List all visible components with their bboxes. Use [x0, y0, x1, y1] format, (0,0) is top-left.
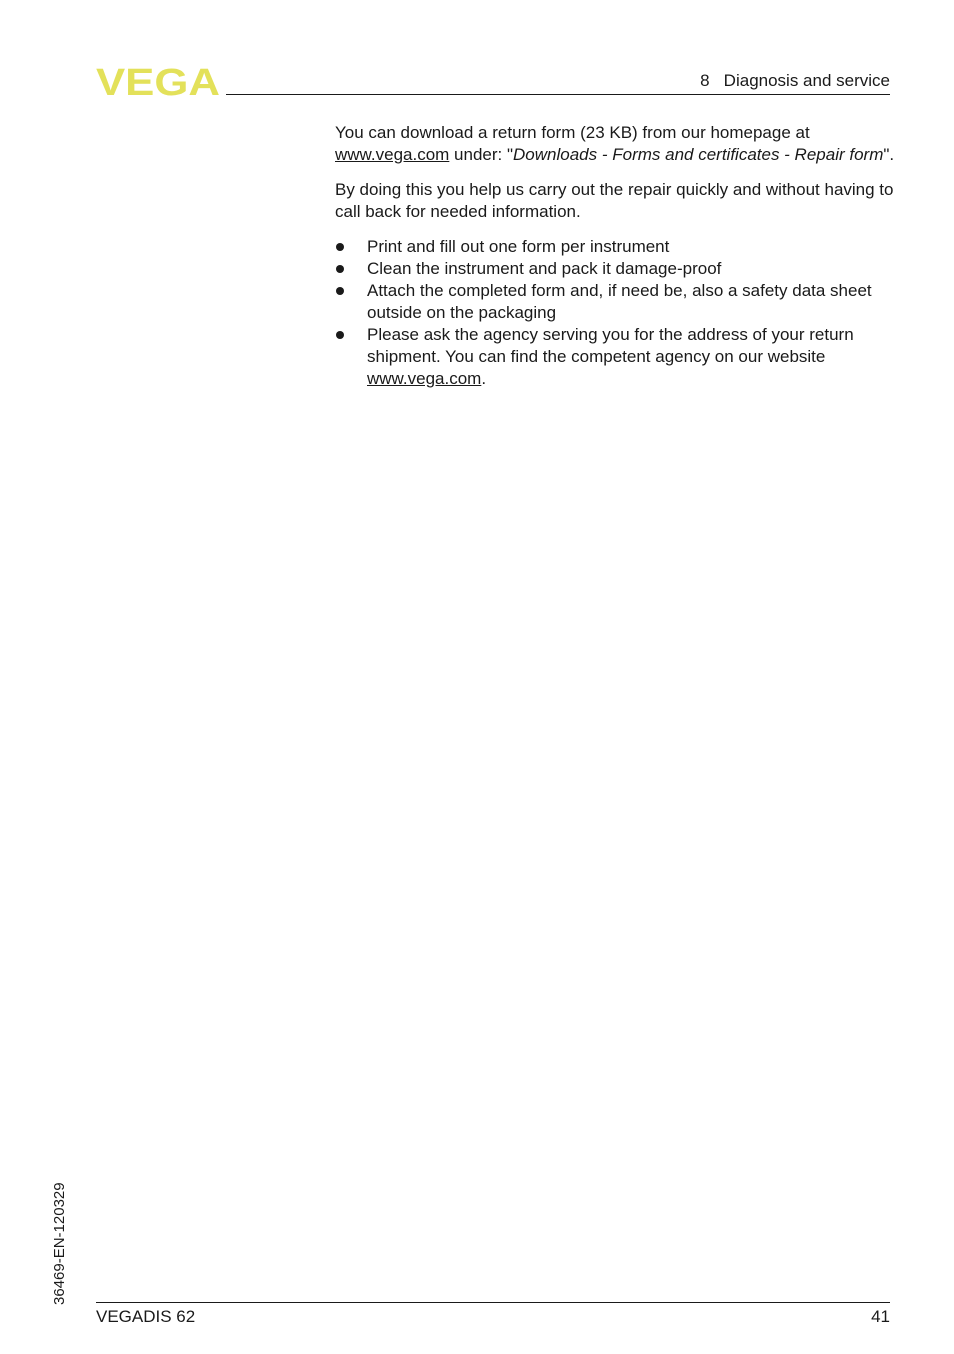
list-item: Attach the completed form and, if need be, also a safety data sheet outside on the packaging	[335, 280, 895, 324]
main-content	[335, 122, 895, 390]
bullet-icon	[336, 287, 344, 295]
vega-logo-text: VEGA	[96, 64, 220, 98]
website-link[interactable]: www.vega.com	[367, 369, 482, 388]
vega-logo	[96, 64, 220, 98]
header-section-title: 8 Diagnosis and service	[700, 71, 890, 90]
document-id: 36469-EN-120329	[51, 1182, 68, 1305]
footer-divider	[96, 1302, 890, 1303]
bullet-icon	[336, 331, 344, 339]
header-divider	[226, 94, 890, 95]
footer-product-name: VEGADIS 62	[96, 1307, 196, 1326]
list-item: Please ask the agency serving you for the address of your return shipment. You can find the competent agency on our website www.vega.com.	[335, 324, 895, 390]
homepage-link[interactable]: www.vega.com	[335, 145, 450, 164]
list-item: Print and fill out one form per instrument	[335, 236, 895, 258]
paragraph-return-form: You can download a return form (23 KB) from our homepage at www.vega.com under: "Downloads - Forms and certificates - Repair form".	[335, 123, 895, 164]
page-number: 41	[871, 1307, 890, 1326]
bullet-icon	[336, 265, 344, 273]
paragraph-repair-info: By doing this you help us carry out the repair quickly and without having to call back for needed information.	[335, 180, 894, 221]
instruction-list	[335, 236, 895, 390]
bullet-icon	[336, 243, 344, 251]
downloads-path: Downloads - Forms and certificates - Repair form	[513, 145, 884, 164]
list-item: Clean the instrument and pack it damage-proof	[335, 258, 895, 280]
